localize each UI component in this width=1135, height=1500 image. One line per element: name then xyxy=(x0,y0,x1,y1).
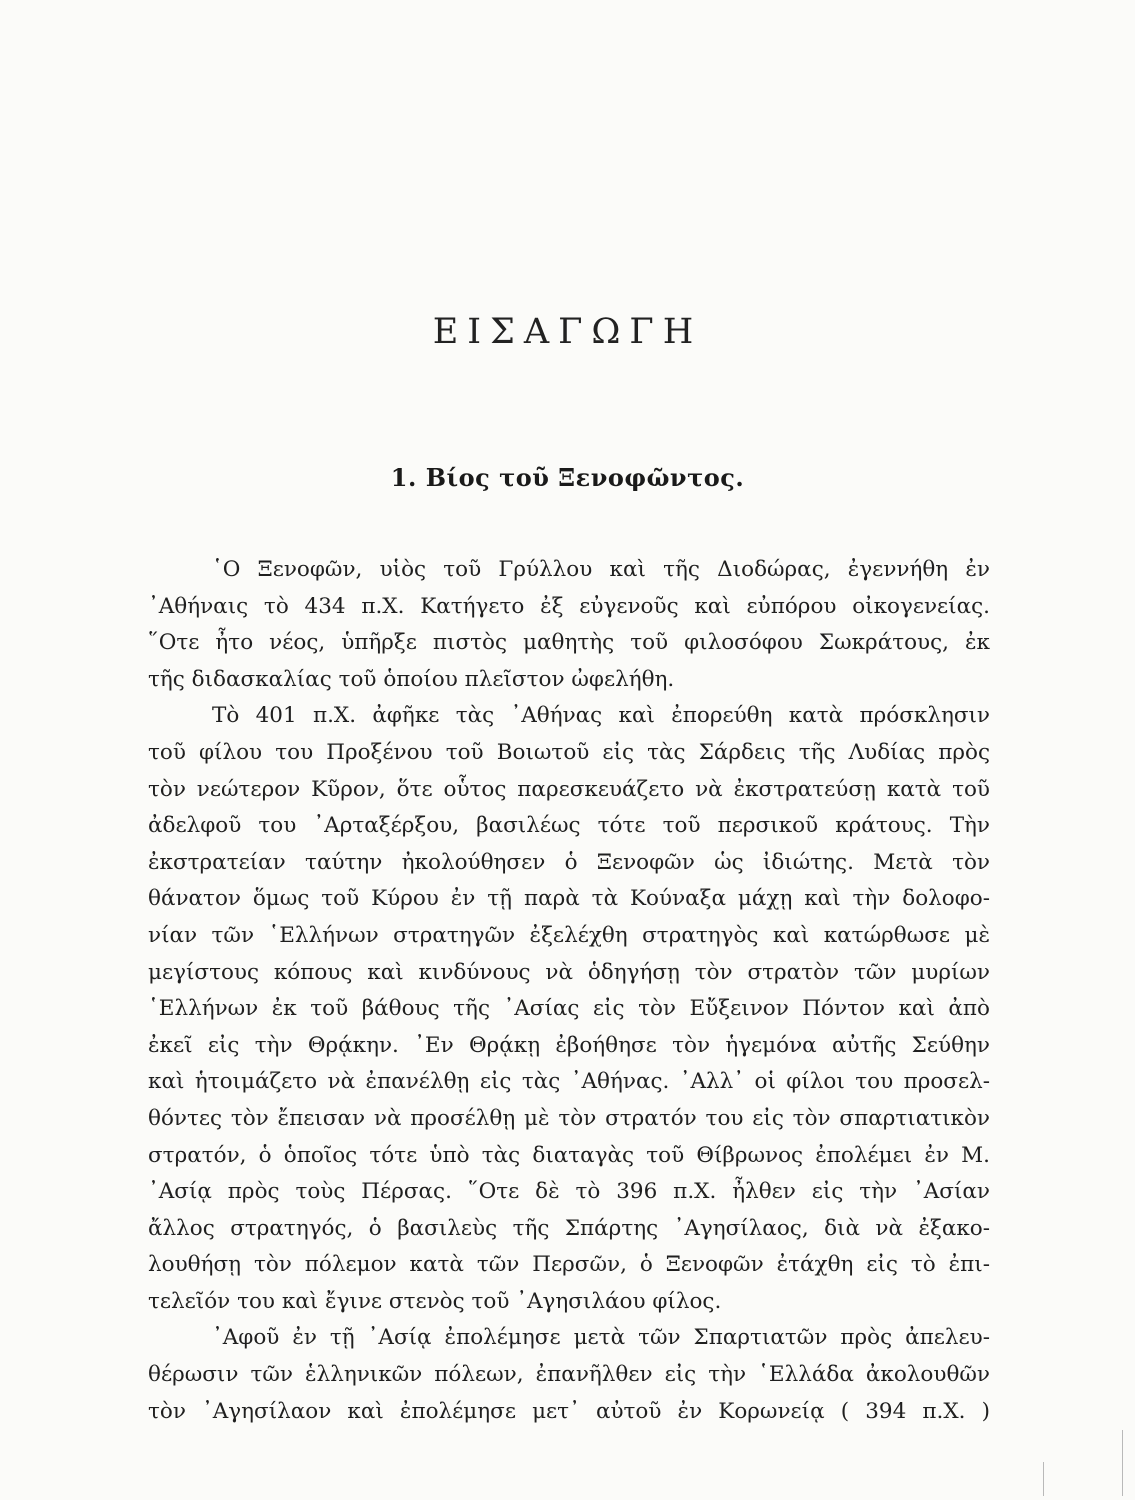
text-line: ῾Ο Ξενοφῶν, υἱὸς τοῦ Γρύλλου καὶ τῆς Διοδώρας, ἐγεννήθη ἐν xyxy=(212,557,990,582)
text-line: καὶ ἡτοιμάζετο νὰ ἐπανέλθῃ εἰς τὰς ᾿Αθήνας. ᾿Αλλ᾿ οἱ φίλοι του προσελ- xyxy=(148,1069,990,1095)
text-line: τελεῖόν του καὶ ἔγινε στενὸς τοῦ ᾿Αγησιλάου φίλος. xyxy=(148,1288,722,1314)
text-line: τὸν νεώτερον Κῦρον, ὅτε οὗτος παρεσκευάζετο νὰ ἐκστρατεύσῃ κατὰ τοῦ xyxy=(148,776,990,802)
scan-edge-mark xyxy=(1043,1462,1044,1496)
body-text xyxy=(148,552,990,1430)
page-heading: ΕΙΣΑΓΩΓΗ xyxy=(432,312,703,352)
text-line: ἀδελφοῦ του ᾿Αρταξέρξου, βασιλέως τότε τοῦ περσικοῦ κράτους. Τὴν xyxy=(148,813,990,839)
text-line: θέρωσιν τῶν ἑλληνικῶν πόλεων, ἐπανῆλθεν εἰς τὴν ῾Ελλάδα ἀκολουθῶν xyxy=(148,1362,990,1388)
text-line: ἐκεῖ εἰς τὴν Θρᾴκην. ᾿Εν Θρᾴκῃ ἐβοήθησε τὸν ἡγεμόνα αὐτῆς Σεύθην xyxy=(148,1032,990,1058)
text-line: θόντες τὸν ἔπεισαν νὰ προσέλθῃ μὲ τὸν στρατόν του εἰς τὸν σπαρτιατικὸν xyxy=(148,1105,990,1131)
text-line: ᾿Ασίᾳ πρὸς τοὺς Πέρσας. ῞Οτε δὲ τὸ 396 π.Χ. ἦλθεν εἰς τὴν ᾿Ασίαν xyxy=(148,1179,990,1205)
text-line: ᾿Αφοῦ ἐν τῇ ᾿Ασίᾳ ἐπολέμησε μετὰ τῶν Σπαρτιατῶν πρὸς ἀπελευ- xyxy=(212,1325,990,1351)
text-line: ἄλλος στρατηγός, ὁ βασιλεὺς τῆς Σπάρτης ᾿Αγησίλαος, διὰ νὰ ἐξακο- xyxy=(148,1215,990,1241)
text-line: στρατόν, ὁ ὁποῖος τότε ὑπὸ τὰς διαταγὰς τοῦ Θίβρωνος ἐπολέμει ἐν Μ. xyxy=(148,1142,990,1168)
text-line: τὸν ᾿Αγησίλαον καὶ ἐπολέμησε μετ᾿ αὐτοῦ ἐν Κορωνείᾳ ( 394 π.Χ. ) xyxy=(148,1398,990,1424)
text-line: ᾿Αθήναις τὸ 434 π.Χ. Κατήγετο ἐξ εὐγενοῦς καὶ εὐπόρου οἰκογενείας. xyxy=(148,593,990,619)
text-line: θάνατον ὅμως τοῦ Κύρου ἐν τῇ παρὰ τὰ Κούναξα μάχῃ καὶ τὴν δολοφο- xyxy=(148,886,990,912)
text-line: Τὸ 401 π.Χ. ἀφῆκε τὰς ᾿Αθήνας καὶ ἐπορεύθη κατὰ πρόσκλησιν xyxy=(212,703,990,729)
text-line: νίαν τῶν ῾Ελλήνων στρατηγῶν ἐξελέχθη στρατηγὸς καὶ κατώρθωσε μὲ xyxy=(148,922,990,948)
text-line: ἐκστρατείαν ταύτην ἠκολούθησεν ὁ Ξενοφῶν ὡς ἰδιώτης. Μετὰ τὸν xyxy=(148,849,990,875)
text-line: λουθήσῃ τὸν πόλεμον κατὰ τῶν Περσῶν, ὁ Ξενοφῶν ἐτάχθη εἰς τὸ ἐπι- xyxy=(148,1252,990,1278)
text-line: ῞Οτε ἦτο νέος, ὑπῆρξε πιστὸς μαθητὴς τοῦ φιλοσόφου Σωκράτους, ἐκ xyxy=(148,630,990,656)
scan-edge-mark xyxy=(1122,1430,1123,1496)
text-line: τοῦ φίλου του Προξένου τοῦ Βοιωτοῦ εἰς τὰς Σάρδεις τῆς Λυδίας πρὸς xyxy=(148,739,990,765)
text-line: τῆς διδασκαλίας τοῦ ὁποίου πλεῖστον ὠφελήθη. xyxy=(148,666,675,692)
section-title: 1. Βίος τοῦ Ξενοφῶντος. xyxy=(390,463,745,492)
text-line: μεγίστους κόπους καὶ κινδύνους νὰ ὁδηγήσῃ τὸν στρατὸν τῶν μυρίων xyxy=(148,959,990,985)
text-line: ῾Ελλήνων ἐκ τοῦ βάθους τῆς ᾿Ασίας εἰς τὸν Εὔξεινον Πόντον καὶ ἀπὸ xyxy=(148,996,990,1022)
